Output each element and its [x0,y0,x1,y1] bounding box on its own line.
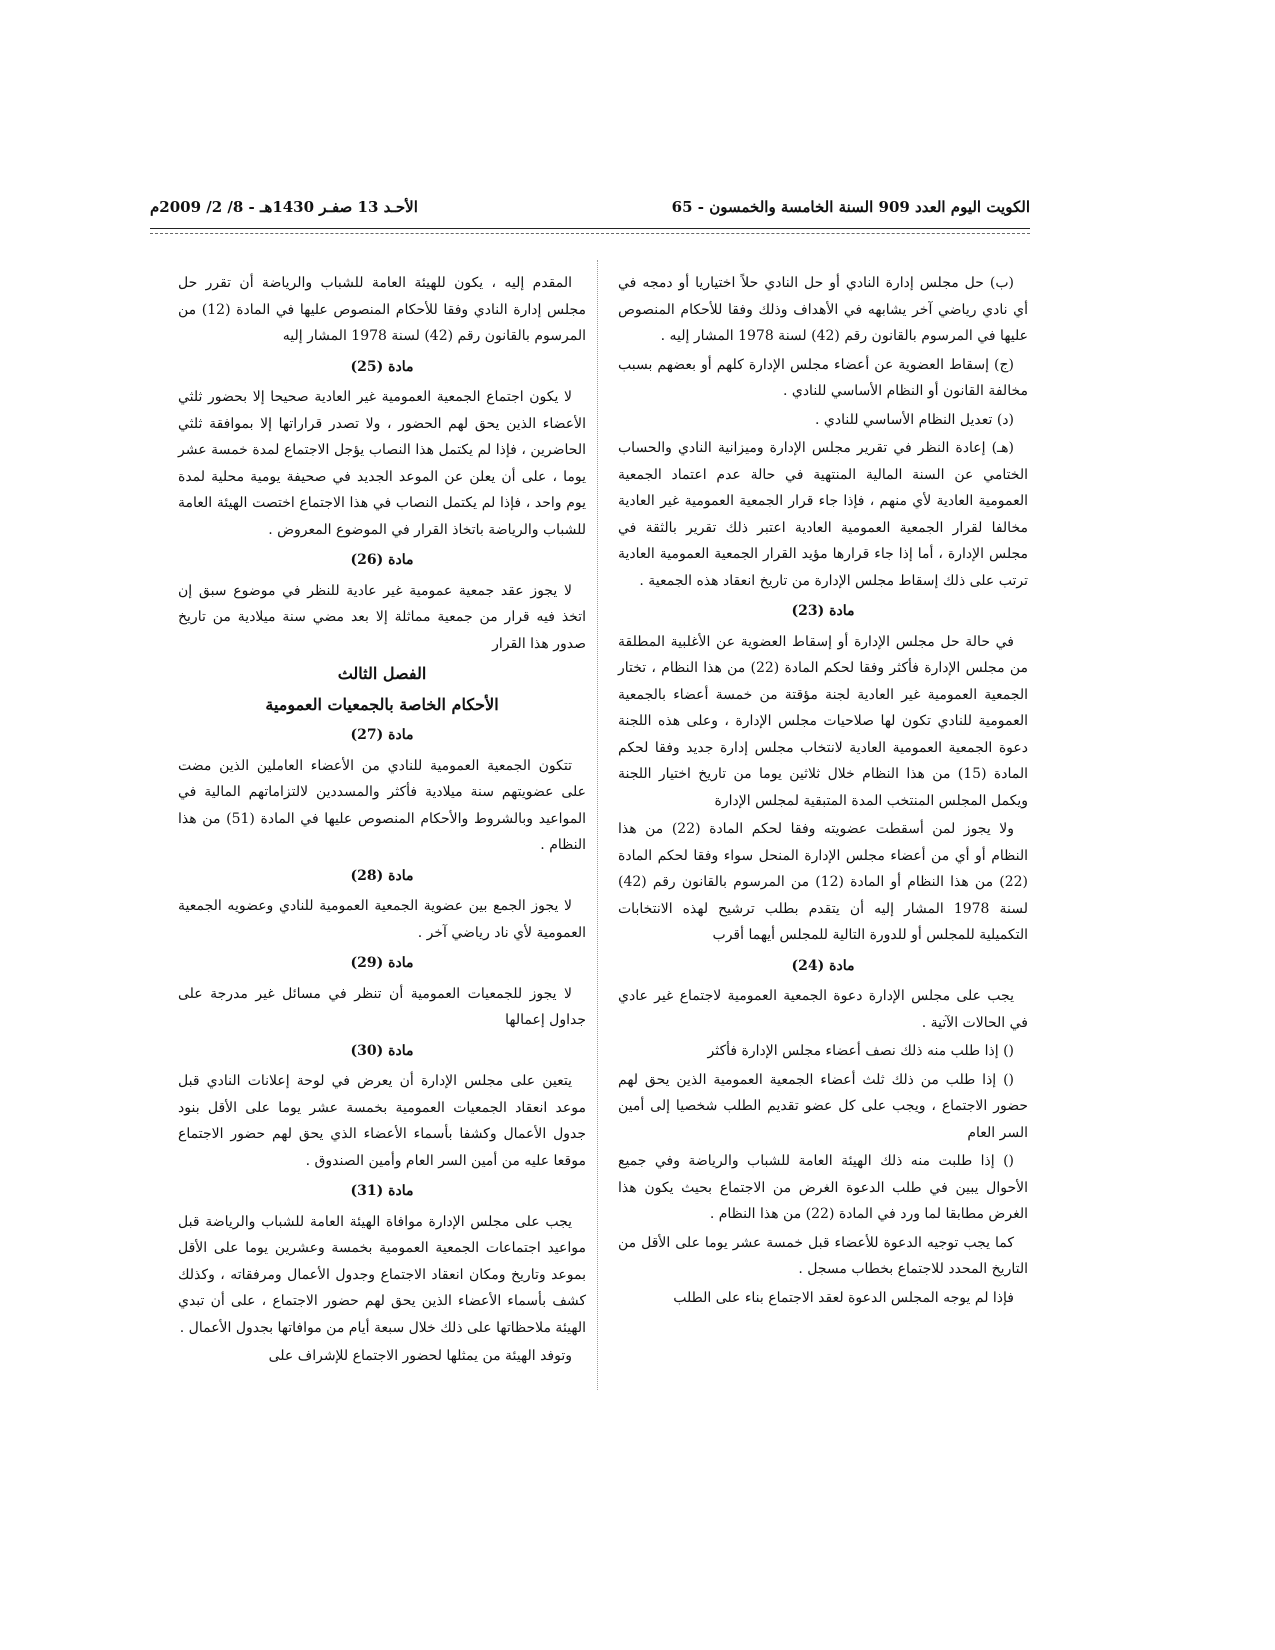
column-divider [597,260,598,1390]
chapter-title: الفصل الثالث [337,664,427,683]
paragraph: (د) تعديل النظام الأساسي للنادي . [814,411,1014,428]
paragraph: فإذا لم يوجه المجلس الدعوة لعقد الاجتماع بناء على الطلب [673,1289,1014,1306]
article-heading: مادة (24) [791,957,855,974]
paragraph: () إذا طلب منه ذلك نصف أعضاء مجلس الإدارة فأكثر [707,1043,1014,1059]
paragraph: لا يجوز عقد جمعية عمومية غير عادية للنظر في موضوع سبق إن اتخذ فيه قرار من جمعية مماثلة إلا بعد مضي سنة ميلادية من تاريخ صدور هذا القرار [178,582,586,652]
left-column [178,270,586,1372]
paragraph: (هـ) إعادة النظر في تقرير مجلس الإدارة وميزانية النادي والحساب الختامي عن السنة المالية المنتهية في حالة عدم اعتماد الجمعية العمومية العادية لأي منهم ، فإذا جاء قرار الجمعية العمومية غير العادية مخالفا لقرار الجمعية العمومية العادية اعتبر ذلك تقرير بالثقة في مجلس الإدارة ، أما إذا جاء قرارها مؤيد القرار الجمعية العمومية العادية ترتب على ذلك إسقاط مجلس الإدارة من تاريخ انعقاد هذه الجمعية . [618,440,1028,589]
paragraph: (ج) إسقاط العضوية عن أعضاء مجلس الإدارة كلهم أو بعضهم بسبب مخالفة القانون أو النظام الأساسي للنادي . [618,356,1028,399]
paragraph: يتعين على مجلس الإدارة أن يعرض في لوحة إعلانات النادي قبل موعد انعقاد الجمعيات العمومية بخمسة عشر يوما على الأقل بنود جدول الأعمال وكشفا بأسماء الأعضاء الذي يحق لهم حضور الاجتماع موقعا عليه من أمين السر العام وأمين الصندوق . [178,1073,586,1169]
paragraph: في حالة حل مجلس الإدارة أو إسقاط العضوية عن الأغلبية المطلقة من مجلس الإدارة فأكثر وفقا لحكم المادة (22) من هذا النظام ، تختار الجمعية العمومية غير العادية لجنة مؤقتة من خمسة أعضاء بالجمعية العمومية للنادي تكون لها صلاحيات مجلس الإدارة ، وعلى هذه اللجنة دعوة الجمعية العمومية العادية لانتخاب مجلس إدارة جديد وفقا لحكم المادة (15) من هذا النظام خلال ثلاثين يوما من تاريخ اختيار اللجنة ويكمل المجلس المنتخب المدة المتبقية لمجلس الإدارة [618,633,1028,809]
paragraph: يجب على مجلس الإدارة دعوة الجمعية العمومية لاجتماع غير عادي في الحالات الآتية . [618,988,1028,1031]
paragraph: لا يكون اجتماع الجمعية العمومية غير العادية صحيحا إلا بحضور ثلثي الأعضاء الذين يحق لهم الحضور ، ولا تصدر قراراتها إلا بموافقة ثلثي الحاضرين ، فإذا لم يكتمل هذا النصاب يؤجل الاجتماع لمدة خمسة عشر يوما ، على أن يعلن عن الموعد الجديد في صحيفة يومية محلية لمدة يوم واحد ، فإذا لم يكتمل النصاب في هذا الاجتماع اختصت الهيئة العامة للشباب والرياضة باتخاذ القرار في الموضوع المعروض . [178,389,586,538]
paragraph: () إذا طلبت منه ذلك الهيئة العامة للشباب والرياضة وفي جميع الأحوال يبين في طلب الدعوة الغرض من الاجتماع بحيث يكون هذا الغرض مطابقا لما ورد في المادة (22) من هذا النظام . [618,1153,1028,1222]
paragraph: لا يجوز للجمعيات العمومية أن تنظر في مسائل غير مدرجة على جداول إعمالها [178,985,586,1028]
paragraph: (ب) حل مجلس إدارة النادي أو حل النادي حلاً اختياريا أو دمجه في أي نادي رياضي آخر يشابهه في الأهداف وذلك وفقا للأحكام المنصوص عليها في المرسوم بالقانون رقم (42) لسنة 1978 المشار إليه . [618,275,1028,344]
header-issue-info: الكويت اليوم العدد 909 السنة الخامسة والخمسون - 65 [671,198,1030,216]
article-heading: مادة (31) [350,1183,414,1199]
article-heading: مادة (29) [350,955,414,971]
article-heading: مادة (30) [350,1042,414,1059]
paragraph: المقدم إليه ، يكون للهيئة العامة للشباب والرياضة أن تقرر حل مجلس إدارة النادي وفقا للأحكام المنصوص عليها في المادة (12) من المرسوم بالقانون رقم (42) لسنة 1978 المشار إليه [178,275,586,344]
paragraph: تتكون الجمعية العمومية للنادي من الأعضاء العاملين الذين مضت على عضويتهم سنة ميلادية فأكثر والمسددين لالتزاماتهم المالية في المواعيد وبالشروط والأحكام المنصوص عليها في المادة (51) من هذا النظام . [178,757,587,853]
article-heading: مادة (23) [791,603,855,619]
chapter-title: الأحكام الخاصة بالجمعيات العمومية [265,694,499,714]
paragraph: كما يجب توجيه الدعوة للأعضاء قبل خمسة عشر يوما على الأقل من التاريخ المحدد للاجتماع بخطاب مسجل . [618,1234,1028,1277]
paragraph: لا يجوز الجمع بين عضوية الجمعية العمومية للنادي وعضويه الجمعية العمومية لأي ناد رياضي آخر . [178,898,586,941]
paragraph: وتوفد الهيئة من يمثلها لحضور الاجتماع للإشراف على [268,1348,572,1364]
article-heading: مادة (25) [350,358,414,375]
header-rule [150,228,1030,229]
right-column [618,270,1028,1313]
article-heading: مادة (28) [350,867,414,884]
paragraph: يجب على مجلس الإدارة موافاة الهيئة العامة للشباب والرياضة قبل مواعيد اجتماعات الجمعية العمومية بخمسة وعشرين يوما على الأقل بموعد وتاريخ ومكان انعقاد الاجتماع وجدول الأعمال ومرفقاته ، وكذلك كشف بأسماء الأعضاء الذين يحق لهم حضور الاجتماع ، على أن تبدي الهيئة ملاحظاتها على ذلك خلال سبعة أيام من موافاتها بجدول الأعمال . [178,1213,586,1336]
header-date: الأحـد 13 صفـر 1430هـ - 8/ 2/ 2009م [150,198,418,216]
header-rule-dashed [150,233,1030,234]
article-heading: مادة (26) [350,552,414,568]
paragraph: ولا يجوز لمن أسقطت عضويته وفقا لحكم المادة (22) من هذا النظام أو أي من أعضاء مجلس الإدارة المنحل سواء وفقا لحكم المادة (22) من هذا النظام أو المادة (12) من المرسوم بالقانون رقم (42) لسنة 1978 المشار إليه أن يتقدم بطلب ترشيح لهذه الانتخابات التكميلية للمجلس أو للدورة التالية للمجلس أيهما أقرب [618,821,1028,943]
page-header [150,188,1030,228]
paragraph: () إذا طلب من ذلك ثلث أعضاء الجمعية العمومية الذين يحق لهم حضور الاجتماع ، ويجب على كل عضو تقديم الطلب شخصيا إلى أمين السر العام [618,1071,1028,1141]
article-heading: مادة (27) [350,727,414,743]
